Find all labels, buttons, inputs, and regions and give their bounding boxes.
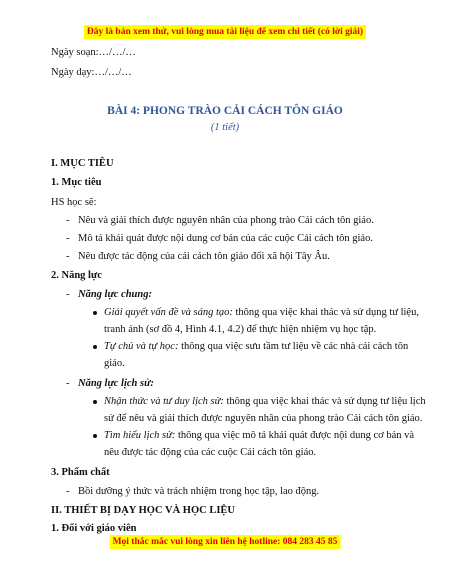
general-competency-1 xyxy=(104,306,419,320)
history-competency-2 xyxy=(104,429,414,443)
general-competency-1-cont: tranh ảnh (sơ đồ 4, Hình 4.1, 4.2) để thực hiện nhiệm vụ học tập. xyxy=(104,324,377,335)
subheading-objectives: 1. Mục tiêu xyxy=(51,177,102,188)
general-competency-2-cont: giáo. xyxy=(104,358,125,369)
subheading-teacher: 1. Đối với giáo viên xyxy=(51,523,137,534)
lesson-duration: (1 tiết) xyxy=(210,122,240,133)
bullet-dot xyxy=(93,400,97,404)
section-heading-objectives: I. MỤC TIÊU xyxy=(51,158,114,169)
objective-item: Mô tả khái quát được nội dung cơ bản của các cuộc Cải cách tôn giáo. xyxy=(78,233,373,244)
competency-text: thông qua việc khai thác và sử dụng tư liệu, xyxy=(232,307,419,318)
bullet-dot xyxy=(93,345,97,349)
history-competency-1 xyxy=(104,395,426,409)
history-competency-2-cont: nêu được tác động của các cuộc Cải cách tôn giáo. xyxy=(104,447,317,458)
preview-banner: Đây là bản xem thử, vui lòng mua tài liệu để xem chi tiết (có lời giải) xyxy=(84,25,366,39)
dash-marker: - xyxy=(66,215,70,226)
history-competency-1-cont: sử để nêu và giải thích được nguyên nhân của phong trào Cải cách tôn giáo. xyxy=(104,413,423,424)
general-competency-label: Năng lực chung: xyxy=(78,289,152,300)
objective-item: Nêu và giải thích được nguyên nhân của phong trào Cải cách tôn giáo. xyxy=(78,215,374,226)
competency-lead: Nhận thức và tư duy lịch sử: xyxy=(104,396,224,407)
hotline-banner: Mọi thắc mắc vui lòng xin liên hệ hotline: 084 283 45 85 xyxy=(110,535,341,549)
quality-item: Bồi dưỡng ý thức và trách nhiệm trong học tập, lao động. xyxy=(78,486,320,497)
subheading-qualities: 3. Phẩm chất xyxy=(51,467,110,478)
section-heading-equipment: II. THIẾT BỊ DẠY HỌC VÀ HỌC LIỆU xyxy=(51,505,235,516)
dash-marker: - xyxy=(66,251,70,262)
teach-date: Ngày dạy:…/…/… xyxy=(51,67,132,78)
history-competency-label: Năng lực lịch sử: xyxy=(78,378,154,389)
subheading-competencies: 2. Năng lực xyxy=(51,270,102,281)
competency-text: thông qua việc khai thác và sử dụng tư liệu lịch xyxy=(223,396,426,407)
competency-lead: Tự chủ và tự học: xyxy=(104,341,179,352)
competency-lead: Tìm hiểu lịch sử: xyxy=(104,430,176,441)
bullet-dot xyxy=(93,434,97,438)
dash-marker: - xyxy=(66,486,70,497)
general-competency-2 xyxy=(104,340,408,354)
objectives-intro: HS học sẽ: xyxy=(51,197,97,208)
dash-marker: - xyxy=(66,289,70,300)
dash-marker: - xyxy=(66,233,70,244)
dash-marker: - xyxy=(66,378,70,389)
lesson-title: BÀI 4: PHONG TRÀO CẢI CÁCH TÔN GIÁO xyxy=(107,105,343,117)
competency-text: thông qua việc sưu tầm tư liệu về các nhà cải cách tôn xyxy=(178,341,409,352)
competency-text: thông qua việc mô tả khái quát được nội dung cơ bản và xyxy=(175,430,415,441)
competency-lead: Giải quyết vấn đề và sáng tạo: xyxy=(104,307,233,318)
prep-date: Ngày soạn:…/…/… xyxy=(51,47,136,58)
objective-item: Nêu được tác động của cải cách tôn giáo đối xã hội Tây Âu. xyxy=(78,251,330,262)
bullet-dot xyxy=(93,311,97,315)
